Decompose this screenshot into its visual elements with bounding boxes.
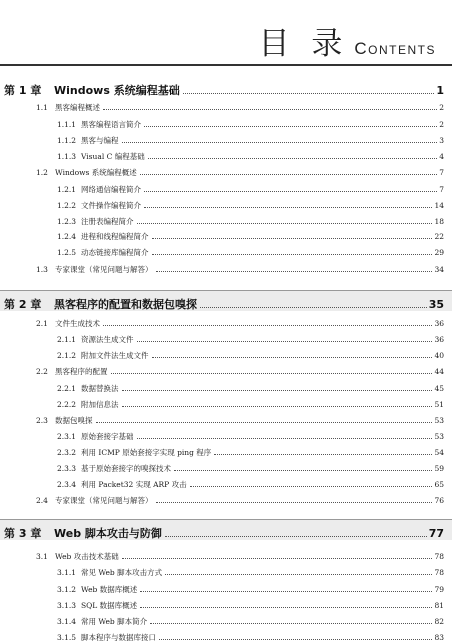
toc-entry-title: 原始套接字基础	[81, 432, 134, 441]
toc-page-number: 7	[439, 168, 444, 177]
toc-entry-number: 1.2.4	[57, 232, 77, 241]
dot-leader	[152, 238, 433, 239]
toc-sub-row[interactable]	[0, 383, 452, 395]
toc-sub-row[interactable]	[0, 399, 452, 411]
toc-entry-number: 第 1 章	[4, 84, 42, 97]
toc-page-number: 76	[434, 496, 444, 505]
toc-page-number: 83	[434, 633, 444, 642]
dot-leader	[103, 109, 437, 110]
toc-entry-title: Windows 系统编程基础	[54, 84, 180, 97]
dot-leader	[144, 126, 437, 127]
toc-page-number: 79	[434, 585, 444, 594]
dot-leader	[183, 93, 435, 94]
toc-section-row[interactable]	[0, 495, 452, 507]
toc-entry-number: 1.1.2	[57, 136, 77, 145]
toc-entry-title: Web 攻击技术基础	[55, 552, 119, 561]
toc-entry-title: 数据包嗅探	[55, 416, 93, 425]
toc-entry-number: 第 2 章	[4, 298, 42, 311]
dot-leader	[159, 639, 432, 640]
toc-entry-title: 常用 Web 脚本简介	[81, 617, 148, 626]
dot-leader	[103, 325, 432, 326]
toc-page-number: 53	[434, 416, 444, 425]
toc-entry-title: 网络通信编程简介	[81, 185, 141, 194]
toc-entry-title: 常见 Web 脚本攻击方式	[81, 568, 163, 577]
toc-section-row[interactable]	[0, 366, 452, 378]
toc-entry-number: 1.1.1	[57, 120, 77, 129]
toc-page-number: 77	[428, 527, 444, 540]
toc-sub-row[interactable]	[0, 216, 452, 228]
toc-entry-title: SQL 数据库概述	[81, 601, 138, 610]
toc-entry-number: 3.1	[36, 552, 48, 561]
toc-page-number: 45	[434, 384, 444, 393]
toc-entry-title: 附加信息法	[81, 400, 119, 409]
toc-entry-number: 2.3.1	[57, 432, 77, 441]
toc-section-row[interactable]	[0, 102, 452, 114]
toc-entry-number: 2.1.2	[57, 351, 77, 360]
toc-entry-title: 资源法生成文件	[81, 335, 134, 344]
toc-page-number: 34	[434, 265, 444, 274]
toc-entry-number: 2.1.1	[57, 335, 77, 344]
toc-entry-title: 专家课堂（常见问题与解答）	[55, 265, 153, 274]
dot-leader	[214, 454, 432, 455]
toc-entry-number: 2.3.4	[57, 480, 77, 489]
toc-sub-row[interactable]	[0, 247, 452, 259]
toc-entry-number: 2.1	[36, 319, 48, 328]
dot-leader	[152, 357, 433, 358]
toc-entry-number: 2.2.2	[57, 400, 77, 409]
toc-entry-title: 黑客程序的配置和数据包嗅探	[54, 298, 197, 311]
toc-entry-title: 注册表编程简介	[81, 217, 134, 226]
toc-sub-row[interactable]	[0, 119, 452, 131]
header-rule	[0, 64, 452, 66]
toc-page-number: 78	[434, 552, 444, 561]
toc-entry-title: Visual C 编程基础	[81, 152, 145, 161]
dot-leader	[137, 341, 433, 342]
toc-sub-row[interactable]	[0, 479, 452, 491]
toc-page-number: 35	[428, 298, 444, 311]
dot-leader	[111, 373, 433, 374]
toc-entry-title: 利用 Packet32 实现 ARP 攻击	[81, 480, 187, 489]
toc-page-number: 1	[436, 84, 444, 97]
dot-leader	[122, 406, 433, 407]
toc-page-number: 82	[434, 617, 444, 626]
dot-leader	[122, 558, 433, 559]
toc-entry-title: 动态链接库编程简介	[81, 248, 149, 257]
dot-leader	[140, 174, 437, 175]
dot-leader	[144, 191, 437, 192]
toc-sub-row[interactable]	[0, 184, 452, 196]
toc-page-number: 4	[439, 152, 444, 161]
toc-page-number: 51	[434, 400, 444, 409]
dot-leader	[152, 254, 433, 255]
toc-entry-number: 1.2.5	[57, 248, 77, 257]
toc-section-row[interactable]	[0, 264, 452, 276]
toc-entry-number: 2.3	[36, 416, 48, 425]
toc-entry-number: 1.3	[36, 265, 48, 274]
toc-entry-number: 2.2.1	[57, 384, 77, 393]
dot-leader	[200, 307, 427, 308]
toc-entry-title: 进程和线程编程简介	[81, 232, 149, 241]
toc-page-number: 36	[434, 319, 444, 328]
toc-entry-number: 2.3.3	[57, 464, 77, 473]
toc-entry-number: 1.2.1	[57, 185, 77, 194]
toc-page-number: 29	[434, 248, 444, 257]
toc-sub-row[interactable]	[0, 350, 452, 362]
toc-page-number: 65	[434, 480, 444, 489]
toc-entry-title: 文件操作编程简介	[81, 201, 141, 210]
page-header	[259, 18, 436, 63]
toc-chapter-row[interactable]	[0, 296, 452, 314]
toc-entry-title: 基于原始套接字的嗅探技术	[81, 464, 171, 473]
toc-page-number: 2	[439, 103, 444, 112]
toc-page-number: 78	[434, 568, 444, 577]
toc-entry-number: 2.3.2	[57, 448, 77, 457]
toc-entry-title: 黑客程序的配置	[55, 367, 108, 376]
toc-entry-number: 3.1.4	[57, 617, 77, 626]
toc-entry-number: 第 3 章	[4, 527, 42, 540]
toc-page-number: 2	[439, 120, 444, 129]
dot-leader	[165, 574, 432, 575]
toc-entry-title: 专家课堂（常见问题与解答）	[55, 496, 153, 505]
dot-leader	[148, 158, 437, 159]
toc-sub-row[interactable]	[0, 200, 452, 212]
dot-leader	[140, 591, 432, 592]
toc-entry-title: Web 脚本攻击与防御	[54, 527, 162, 540]
dot-leader	[174, 470, 432, 471]
toc-entry-number: 2.4	[36, 496, 48, 505]
toc-sub-row[interactable]	[0, 616, 452, 628]
toc-page-number: 81	[434, 601, 444, 610]
toc-entry-title: 黑客与编程	[81, 136, 119, 145]
toc-page-number: 44	[434, 367, 444, 376]
toc-page-number: 36	[434, 335, 444, 344]
toc-section-row[interactable]	[0, 415, 452, 427]
dot-leader	[156, 502, 433, 503]
toc-chapter-row[interactable]	[0, 82, 452, 100]
page-title-english: Contents	[354, 39, 436, 58]
dot-leader	[150, 623, 432, 624]
toc-page-number: 54	[434, 448, 444, 457]
toc-entry-number: 1.1.3	[57, 152, 77, 161]
toc-entry-title: Web 数据库概述	[81, 585, 138, 594]
toc-page-number: 18	[434, 217, 444, 226]
toc-entry-number: 3.1.5	[57, 633, 77, 642]
toc-sub-row[interactable]	[0, 567, 452, 579]
toc-entry-number: 1.2.2	[57, 201, 77, 210]
toc-sub-row[interactable]	[0, 584, 452, 596]
toc-entry-number: 1.2	[36, 168, 48, 177]
toc-entry-title: 附加文件法生成文件	[81, 351, 149, 360]
toc-section-row[interactable]	[0, 167, 452, 179]
toc-sub-row[interactable]	[0, 463, 452, 475]
toc-entry-number: 2.2	[36, 367, 48, 376]
dot-leader	[122, 390, 433, 391]
dot-leader	[122, 142, 438, 143]
toc-section-row[interactable]	[0, 318, 452, 330]
toc-sub-row[interactable]	[0, 447, 452, 459]
toc-sub-row[interactable]	[0, 231, 452, 243]
toc-page-number: 14	[434, 201, 444, 210]
dot-leader	[165, 536, 427, 537]
toc-sub-row[interactable]	[0, 334, 452, 346]
toc-page-number: 7	[439, 185, 444, 194]
toc-entry-number: 1.1	[36, 103, 48, 112]
toc-page-number: 53	[434, 432, 444, 441]
toc-sub-row[interactable]	[0, 632, 452, 644]
toc-entry-title: 脚本程序与数据库接口	[81, 633, 156, 642]
toc-chapter-row[interactable]	[0, 525, 452, 543]
dot-leader	[156, 271, 433, 272]
toc-sub-row[interactable]	[0, 600, 452, 612]
toc-entry-number: 3.1.2	[57, 585, 77, 594]
dot-leader	[137, 438, 433, 439]
toc-page-number: 59	[434, 464, 444, 473]
dot-leader	[137, 223, 433, 224]
toc-sub-row[interactable]	[0, 431, 452, 443]
dot-leader	[96, 422, 433, 423]
dot-leader	[140, 607, 432, 608]
toc-page-number: 3	[439, 136, 444, 145]
toc-entry-title: 文件生成技术	[55, 319, 100, 328]
toc-section-row[interactable]	[0, 551, 452, 563]
page-title: 目 录	[258, 26, 349, 62]
toc-entry-title: 利用 ICMP 原始套接字实现 ping 程序	[81, 448, 212, 457]
dot-leader	[190, 486, 433, 487]
toc-page-number: 22	[434, 232, 444, 241]
toc-entry-title: Windows 系统编程概述	[55, 168, 137, 177]
toc-entry-number: 3.1.3	[57, 601, 77, 610]
toc-entry-number: 3.1.1	[57, 568, 77, 577]
toc-entry-title: 数据替换法	[81, 384, 119, 393]
toc-sub-row[interactable]	[0, 151, 452, 163]
toc-entry-title: 黑客编程概述	[55, 103, 100, 112]
dot-leader	[144, 207, 432, 208]
toc-sub-row[interactable]	[0, 135, 452, 147]
toc-entry-number: 1.2.3	[57, 217, 77, 226]
toc-page-number: 40	[434, 351, 444, 360]
toc-entry-title: 黑客编程语言简介	[81, 120, 141, 129]
